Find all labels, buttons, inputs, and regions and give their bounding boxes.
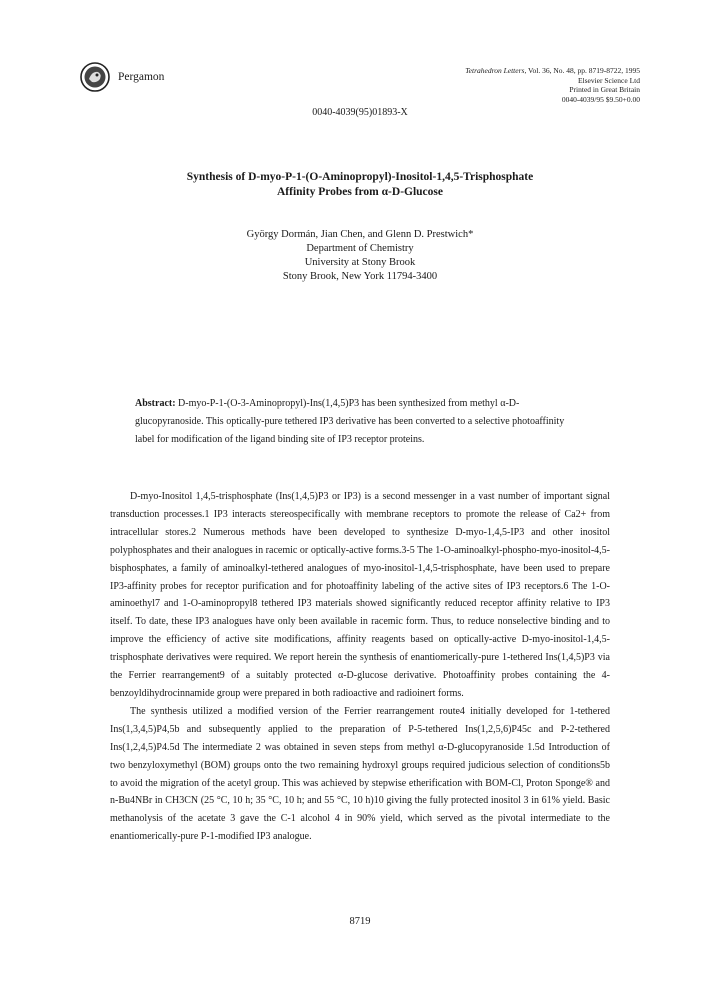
journal-details: , Vol. 36, No. 48, pp. 8719-8722, 1995 xyxy=(524,66,640,75)
author-names: György Dormán, Jian Chen, and Glenn D. Prestwich* xyxy=(246,229,474,240)
paragraph-1: D-myo-Inositol 1,4,5-trisphosphate (Ins(1,4,5)P3 or IP3) is a second messenger in a vast number of important signal transduction processes.1 IP3 interacts stereospecifically with membrane receptors to promote the release of Ca2+ from intracellular stores.2 Numerous methods have been developed to synthesize D-myo-1,4,5-IP3 and other inositol polyphosphates and their analogues in racemic or optically-active forms.3-5 The 1-O-aminoalkyl-phospho-myo-inositol-4,5-bisphosphates, a family of aminoalkyl-tethered analogues of myo-inositol-1,4,5-trisphosphate, have been used to prepare IP3-affinity probes for receptor purification and for photoaffinity labeling of the active sites of IP3 receptors.6 The 1-O-aminoethyl7 and 1-O-aminopropyl8 tethered IP3 materials showed significantly reduced receptor affinity relative to IP3 itself. To date, these IP3 analogues have only been available in racemic form. Thus, to reduce nonselective binding and to improve the efficiency of active site modifications, affinity reagents based on optically-active D-myo-inositol-1,4,5-trisphosphate derivatives were required. We report herein the synthesis of enantiomerically-pure 1-tethered Ins(1,4,5)P3 via the Ferrier rearrangement9 of a suitably protected α-D-glucose derivative. Photoaffinity probes containing the 4-benzoyldihydrocinnamide group were prepared in both radioactive and radioinert forms. xyxy=(110,491,610,699)
paper-title xyxy=(0,170,720,200)
affiliation-dept: Department of Chemistry xyxy=(306,243,414,254)
title-line-1: Synthesis of D-myo-P-1-(O-Aminopropyl)-Inositol-1,4,5-Trisphosphate xyxy=(186,171,534,183)
publisher-name: Pergamon xyxy=(118,71,165,83)
page-number: 8719 xyxy=(349,916,371,927)
abstract-label: Abstract: xyxy=(135,398,176,409)
affiliation-city: Stony Brook, New York 11794-3400 xyxy=(282,271,438,282)
author-block xyxy=(0,228,720,284)
abstract-text: D-myo-P-1-(O-3-Aminopropyl)-Ins(1,4,5)P3 has been synthesized from methyl α-D-glucopyranoside. This optically-pure tethered IP3 derivative has been converted to a selective photoaffinity label for modification of the ligand binding site of IP3 receptor proteins. xyxy=(135,398,565,445)
title-line-2: Affinity Probes from α-D-Glucose xyxy=(276,186,443,198)
publisher-line: Elsevier Science Ltd xyxy=(577,75,640,85)
publisher-block xyxy=(80,62,164,92)
affiliation-univ: University at Stony Brook xyxy=(304,257,416,268)
price-line: 0040-4039/95 $9.50+0.00 xyxy=(561,94,640,104)
doi: 0040-4039(95)01893-X xyxy=(312,107,408,118)
printed-line: Printed in Great Britain xyxy=(569,85,640,94)
paragraph-2: The synthesis utilized a modified version of the Ferrier rearrangement route4 initially developed for 1-tethered Ins(1,3,4,5)P4,5b and subsequently applied to the preparation of P-5-tethered Ins(1,2,5,6)P45c and P-2-tethered Ins(1,2,4,5)P4.5d The intermediate 2 was obtained in seven steps from methyl α-D-glucopyranoside 1.5d Introduction of two benzyloxymethyl (BOM) groups onto the two remaining hydroxyl groups required judicious selection of conditions5b to avoid the migration of the acetyl group. This was achieved by stepwise etherification with BOM-Cl, Proton Sponge® and n-Bu4NBr in CH3CN (25 °C, 10 h; 35 °C, 10 h; and 55 °C, 10 h)10 giving the fully protected inositol 3 in 61% yield. Basic methanolysis of the acetate 3 gave the C-1 alcohol 4 in 90% yield, which served as the pivotal intermediate to the enantiomerically-pure P-1-modified IP3 analogue. xyxy=(110,705,610,843)
abstract xyxy=(135,395,580,449)
journal-info xyxy=(465,66,640,104)
pergamon-logo-icon xyxy=(80,62,110,92)
body-text xyxy=(110,488,610,846)
journal-name: Tetrahedron Letters xyxy=(465,66,525,75)
